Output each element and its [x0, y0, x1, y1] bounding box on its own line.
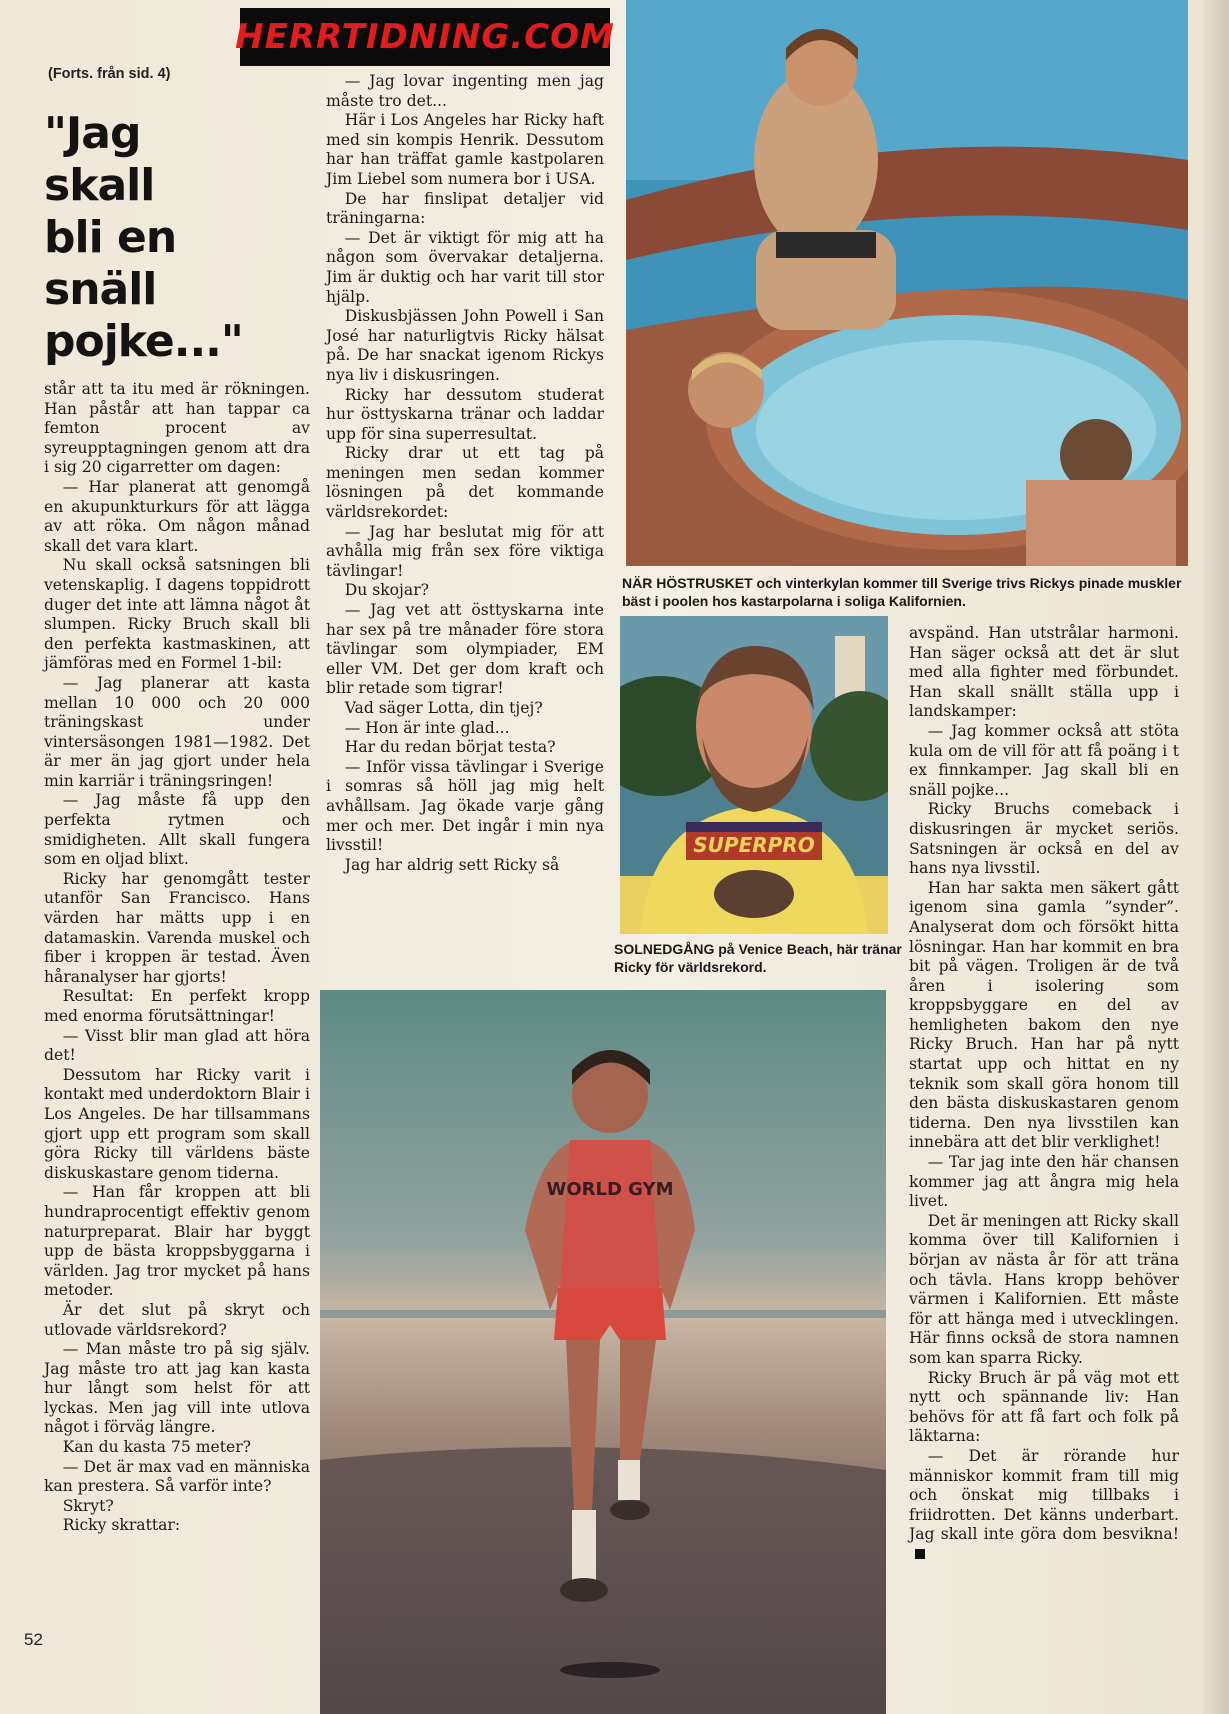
paragraph: — Jag har beslutat mig för att avhålla mig från sex före viktiga tävlingar!	[326, 522, 604, 580]
paragraph: Dessutom har Ricky varit i kontakt med underdoktorn Blair i Los Angeles. De har tillsammans gjort upp ett program som skall göra Ricky till världens bäste diskuskastare genom tiderna.	[44, 1065, 310, 1182]
paragraph: — Visst blir man glad att höra det!	[44, 1026, 310, 1065]
headline-line: skall	[44, 160, 155, 211]
paragraph: Ricky har dessutom studerat hur östtyskarna tränar och laddar upp för sina superresultat.	[326, 385, 604, 443]
paragraph: Har du redan börjat testa?	[344, 738, 556, 757]
continued-note: (Forts. från sid. 4)	[48, 66, 171, 82]
paragraph: Är det slut på skryt och utlovade världsrekord?	[44, 1300, 310, 1339]
paragraph: — Inför vissa tävlingar i Sverige i somras så höll jag mig helt avhållsam. Jag ökade varje gång mer och mer. Det ingår i min nya livsstil!	[326, 757, 604, 855]
beach-running-photo	[320, 990, 886, 1714]
pool-photo	[626, 0, 1188, 566]
paragraph: Det är meningen att Ricky skall komma över till Kalifornien i början av nästa år för att träna och tävla. Hans kropp behöver värmen i Kalifornien. Ett måste för att hänga med i utvecklingen. Här finns också de stora namnen som kan sparra Ricky.	[909, 1211, 1179, 1367]
page-gutter	[1203, 0, 1229, 1714]
paragraph: Han har sakta men säkert gått igenom sina gamla ”synder”. Analyserat dom och försökt hitta lösningar. Han har kommit en bra bit på vägen. Troligen är de två åren i isolering som kroppsbyggare en del av hemligheten bakom den nye Ricky Bruch. Han har på nytt startat upp och hittat en ny teknik som skall göra honom till den bästa diskuskastaren genom tiderna. Den nya livsstilen kan innebära att det blir verklighet!	[909, 878, 1179, 1152]
paragraph: — Man måste tro på sig själv. Jag måste tro att jag kan kasta hur långt som helst för att lyckas. Men jag vill inte utlova något i förväg längre.	[44, 1340, 310, 1437]
paragraph: Resultat: En perfekt kropp med enorma förutsättningar!	[44, 987, 310, 1025]
site-logo[interactable]: HERRTIDNING.COM	[240, 8, 610, 66]
text-column-3	[909, 624, 1179, 1565]
paragraph: — Hon är inte glad...	[344, 718, 510, 737]
paragraph: Ricky Bruchs comeback i diskusringen är mycket seriös. Satsningen är också en del av hans nya livsstil.	[909, 800, 1179, 878]
paragraph: — Han får kroppen att bli hundraprocentigt effektiv genom naturpreparat. Blair har byggt upp de bästa kroppsbyggarna i världen. Jag tror mycket på hans metoder.	[44, 1183, 310, 1300]
shirt-print-text: SUPERPRO	[693, 833, 815, 857]
end-of-article-mark	[915, 1549, 925, 1559]
paragraph: — Jag måste få upp den perfekta rytmen och smidigheten. Allt skall fungera som en oljad blixt.	[44, 791, 310, 869]
article-headline	[44, 108, 314, 368]
paragraph: — Det är max vad en människa kan prestera. Så varför inte?	[44, 1457, 310, 1496]
paragraph: — Jag lovar ingenting men jag måste tro det...	[326, 72, 604, 110]
headline-line: bli en	[44, 212, 177, 263]
text-column-1	[44, 380, 310, 1536]
text-column-2	[326, 72, 604, 875]
paragraph: Kan du kasta 75 meter?	[62, 1438, 252, 1457]
paragraph: står att ta itu med är rökningen. Han påstår att han tappar ca femton procent av syreupptagningen genom att dra i sig 20 cigarretter om dagen:	[44, 380, 310, 477]
paragraph: — Jag vet att östtyskarna inte har sex på tre månader före stora tävlingar som olympiader, EM eller VM. Det ger dom kraft och blir retade som tigrar!	[326, 601, 604, 698]
paragraph-text: — Det är rörande hur människor kommit fram till mig och önskat mig tillbaks i friidrotten. Det känns underbart. Jag skall inte göra dom besvikna!	[909, 1446, 1179, 1544]
tank-top-print-text: WORLD GYM	[546, 1179, 674, 1200]
paragraph: De har finslipat detaljer vid träningarna:	[326, 189, 604, 228]
paragraph: — Jag planerar att kasta mellan 10 000 och 20 000 träningskast under vintersäsongen 1981—1982. Det är mer än jag gjort under hela min karriär i träningsringen!	[44, 673, 310, 790]
paragraph: Du skojar?	[344, 581, 430, 600]
venice-beach-portrait-photo	[620, 616, 888, 934]
page-number: 52	[24, 1630, 43, 1649]
paragraph: Här i Los Angeles har Ricky haft med sin kompis Henrik. Dessutom har han träffat gamle kastpolaren Jim Liebel som numera bor i USA.	[326, 111, 604, 188]
paragraph: Diskusbjässen John Powell i San José har naturligtvis Ricky hälsat på. De har snackat igenom Rickys nya liv i diskusringen.	[326, 307, 604, 384]
paragraph: Jag har aldrig sett Ricky så	[344, 855, 560, 874]
paragraph: Ricky har genomgått tester utanför San Francisco. Hans värden har mätts upp i en datamaskin. Varenda muskel och fiber i kroppen är testad. Även håranalyser har gjorts!	[44, 869, 310, 986]
paragraph: — Tar jag inte den här chansen kommer jag att ångra mig hela livet.	[909, 1153, 1179, 1211]
paragraph: Nu skall också satsningen bli vetenskaplig. I dagens toppidrott duger det inte att lämna något åt slumpen. Ricky Bruch skall bli den perfekta kastmaskinen, att jämföras med en Formel 1-bil:	[44, 556, 310, 673]
paragraph: — Har planerat att genomgå en akupunkturkurs för att lägga av att röka. Om någon månad skall det vara klart.	[44, 477, 310, 555]
paragraph: Ricky drar ut ett tag på meningen men sedan kommer lösningen på det kommande världsrekordet:	[326, 444, 604, 522]
headline-line: snäll	[44, 264, 157, 315]
headline-line: pojke..."	[44, 316, 243, 367]
sunset-photo-caption: SOLNEDGÅNG på Venice Beach, här tränar Ricky för världsrekord.	[614, 941, 902, 975]
paragraph: Ricky skrattar:	[62, 1516, 181, 1535]
headline-line: "Jag	[44, 108, 141, 159]
paragraph: Ricky Bruch är på väg mot ett nytt och spännande liv: Han behövs för att få fart och folk på läktarna:	[909, 1368, 1179, 1446]
paragraph: Skryt?	[62, 1496, 114, 1515]
paragraph: Vad säger Lotta, din tjej?	[344, 699, 543, 717]
paragraph	[909, 1447, 1179, 1565]
paragraph: avspänd. Han utstrålar harmoni. Han säger också att det är slut med alla fighter med förbundet. Han skall snällt ställa upp i landskamper:	[909, 624, 1179, 721]
paragraph: — Jag kommer också att stöta kula om de vill för att få poäng i t ex finnkamper. Jag skall bli en snäll pojke...	[909, 721, 1179, 799]
pool-photo-caption: NÄR HÖSTRUSKET och vinterkylan kommer till Sverige trivs Rickys pinade muskler bäst i poolen hos kastarpolarna i soliga Kalifornien.	[622, 575, 1182, 609]
paragraph: — Det är viktigt för mig att ha någon som övervakar detaljerna. Jim är duktig och har varit till stor hjälp.	[326, 228, 604, 306]
